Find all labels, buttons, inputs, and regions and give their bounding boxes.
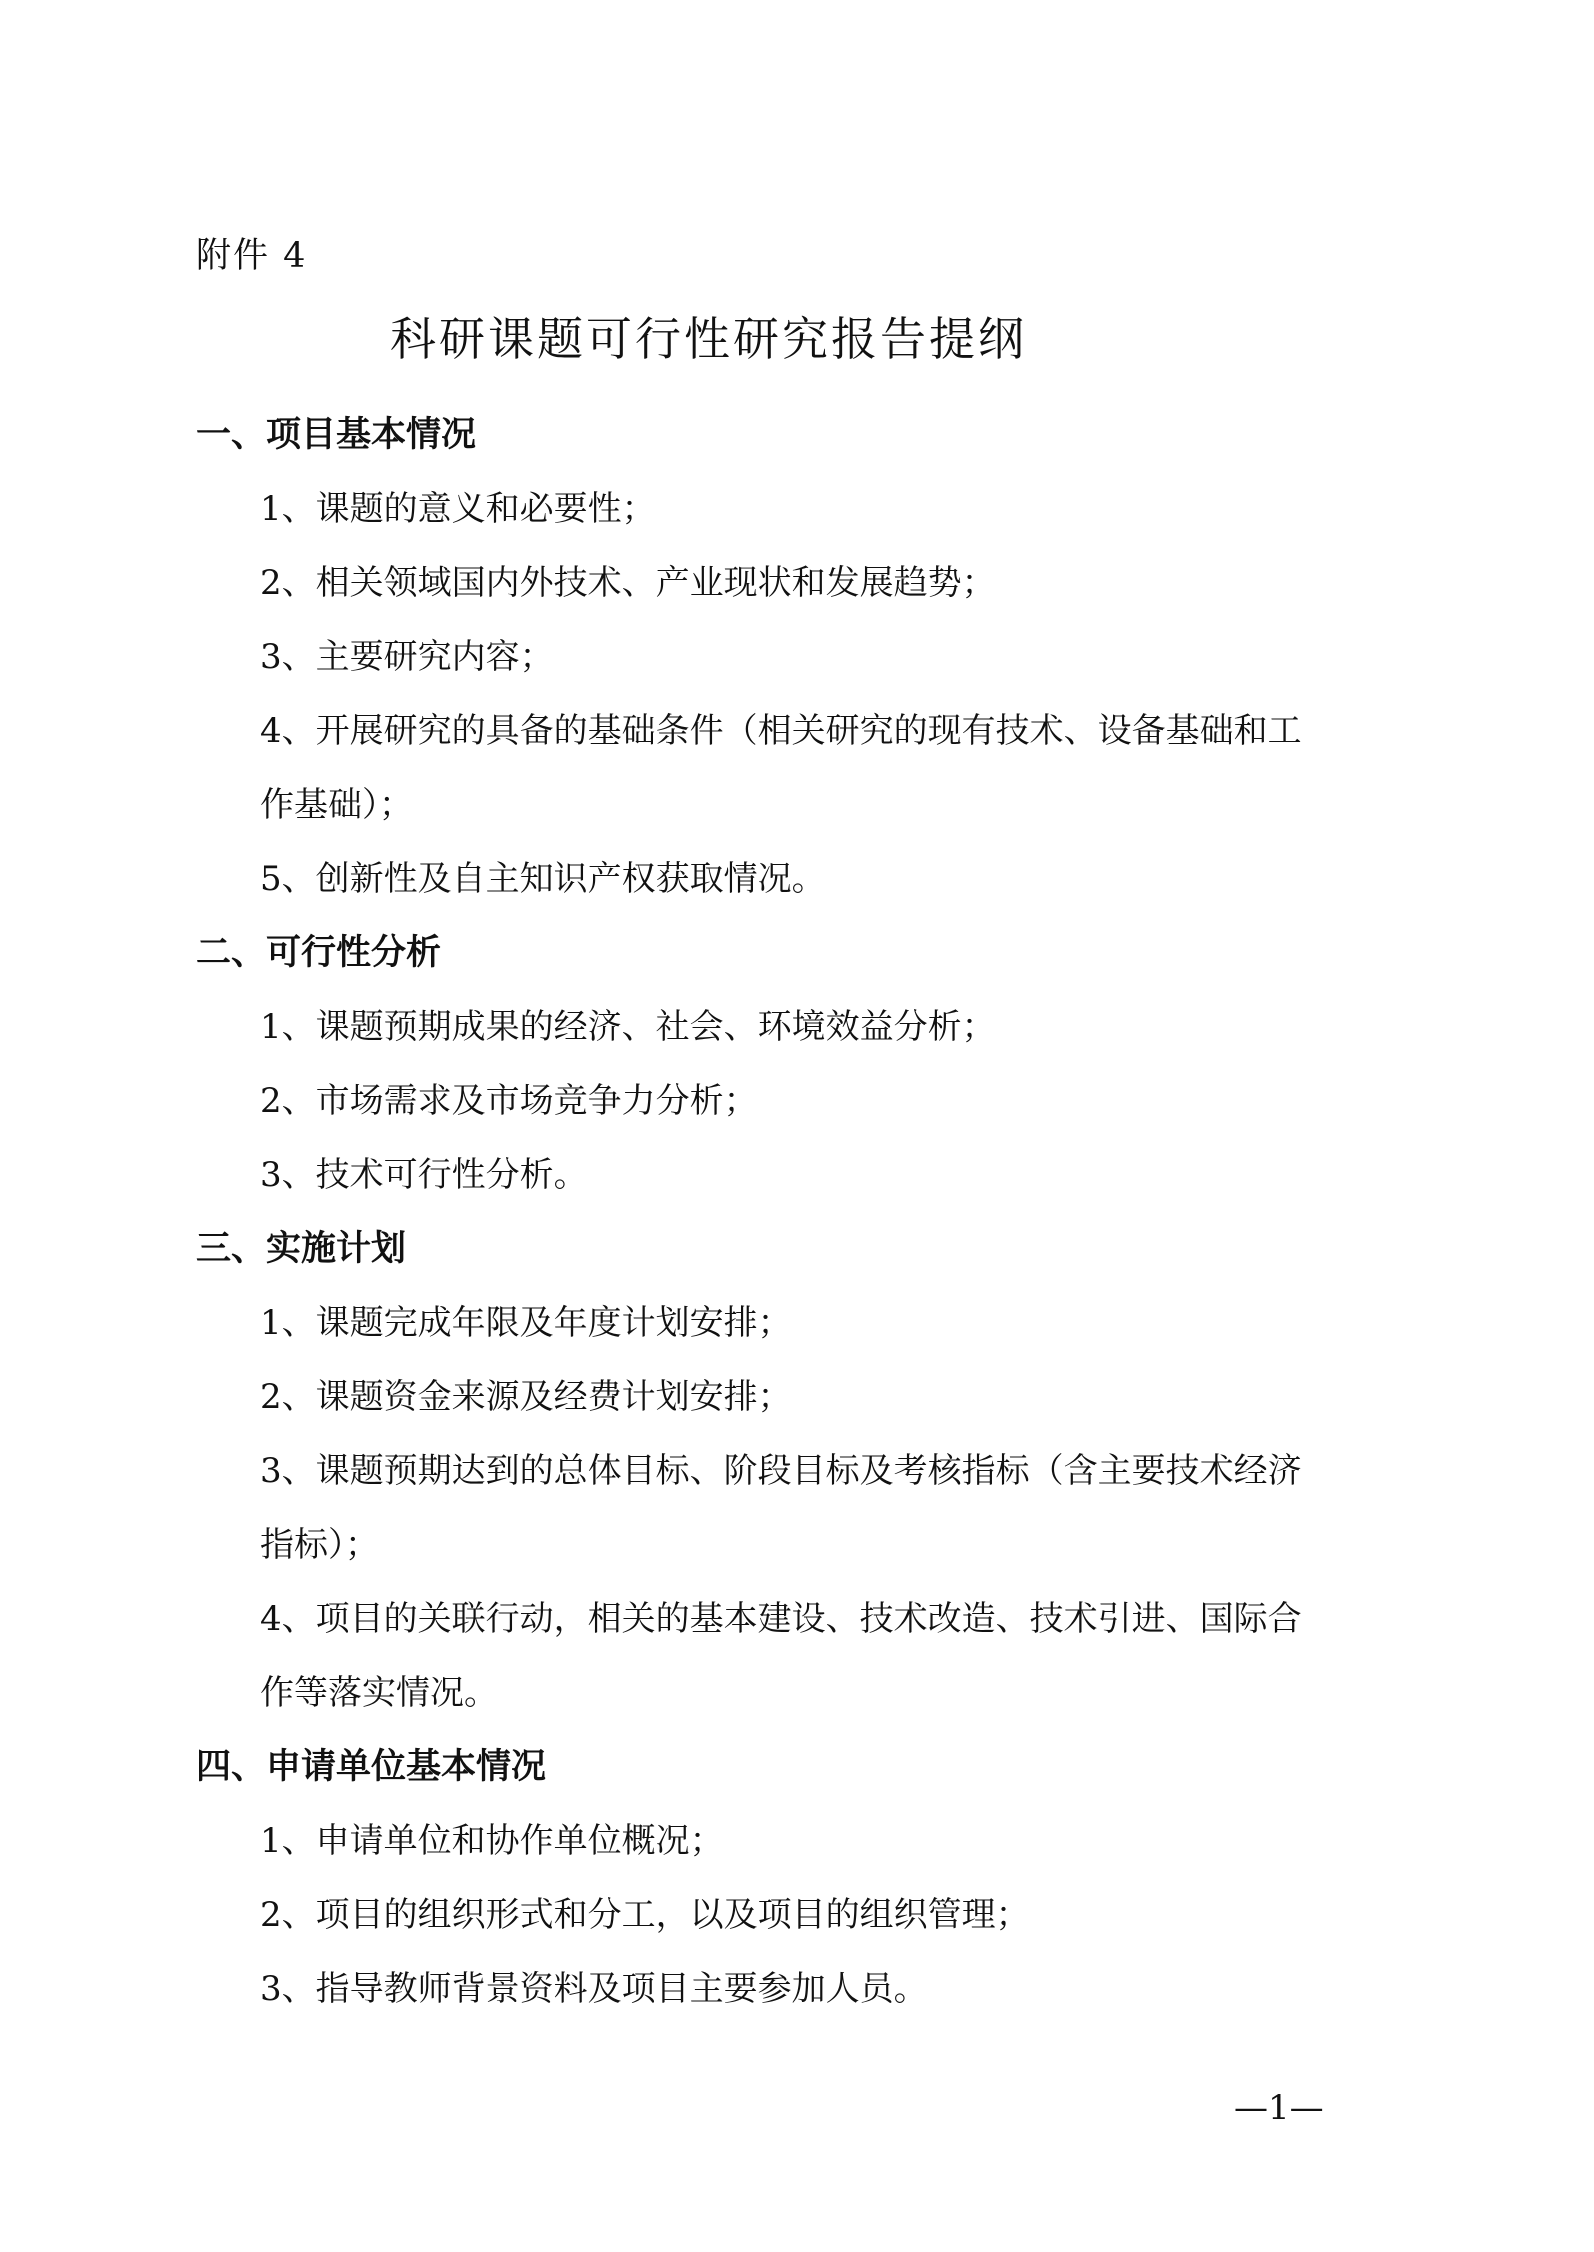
outline-item [196,1434,1396,1582]
outline-item [196,1138,1396,1212]
outline-item [196,1064,1396,1138]
outline-content [196,398,1396,2026]
outline-item-text: 3、技术可行性分析。 [260,1155,588,1195]
outline-item-text: 3、课题预期达到的总体目标、阶段目标及考核指标（含主要技术经济 [260,1451,1302,1491]
document-title: 科研课题可行性研究报告提纲 [390,312,1027,366]
outline-item [196,1582,1396,1730]
outline-item [196,1952,1396,2026]
outline-item-text: 5、创新性及自主知识产权获取情况。 [260,859,826,899]
outline-item-text: 3、主要研究内容； [260,637,554,677]
outline-item [196,1286,1396,1360]
outline-item [196,472,1396,546]
outline-item-text: 1、课题预期成果的经济、社会、环境效益分析； [260,1007,996,1047]
outline-item [196,546,1396,620]
outline-item-text: 1、课题的意义和必要性； [260,489,656,529]
outline-item-text: 4、开展研究的具备的基础条件（相关研究的现有技术、设备基础和工 [260,711,1302,751]
outline-item-continuation: 作基础）； [260,785,413,825]
outline-item [196,990,1396,1064]
section-heading: 三、实施计划 [196,1228,407,1269]
outline-item [196,1878,1396,1952]
outline-item-continuation: 作等落实情况。 [260,1673,498,1713]
outline-item-text: 2、市场需求及市场竞争力分析； [260,1081,758,1121]
outline-item-text: 1、课题完成年限及年度计划安排； [260,1303,792,1343]
section-heading: 一、项目基本情况 [196,414,477,455]
outline-item [196,694,1396,842]
outline-item-text: 4、项目的关联行动，相关的基本建设、技术改造、技术引进、国际合 [260,1599,1302,1639]
outline-item-text: 2、相关领域国内外技术、产业现状和发展趋势； [260,563,996,603]
outline-item-text: 2、课题资金来源及经费计划安排； [260,1377,792,1417]
section-heading: 四、申请单位基本情况 [196,1746,547,1787]
outline-item-continuation: 指标）； [260,1525,379,1565]
outline-item [196,1360,1396,1434]
outline-item-text: 2、项目的组织形式和分工，以及项目的组织管理； [260,1895,1030,1935]
outline-item-text: 1、申请单位和协作单位概况； [260,1821,724,1861]
section-heading: 二、可行性分析 [196,932,442,973]
page-number: —1— [1234,2088,1324,2128]
attachment-label: 附件 4 [196,236,308,276]
outline-item-text: 3、指导教师背景资料及项目主要参加人员。 [260,1969,928,2009]
outline-item [196,1804,1396,1878]
outline-item [196,842,1396,916]
outline-item [196,620,1396,694]
